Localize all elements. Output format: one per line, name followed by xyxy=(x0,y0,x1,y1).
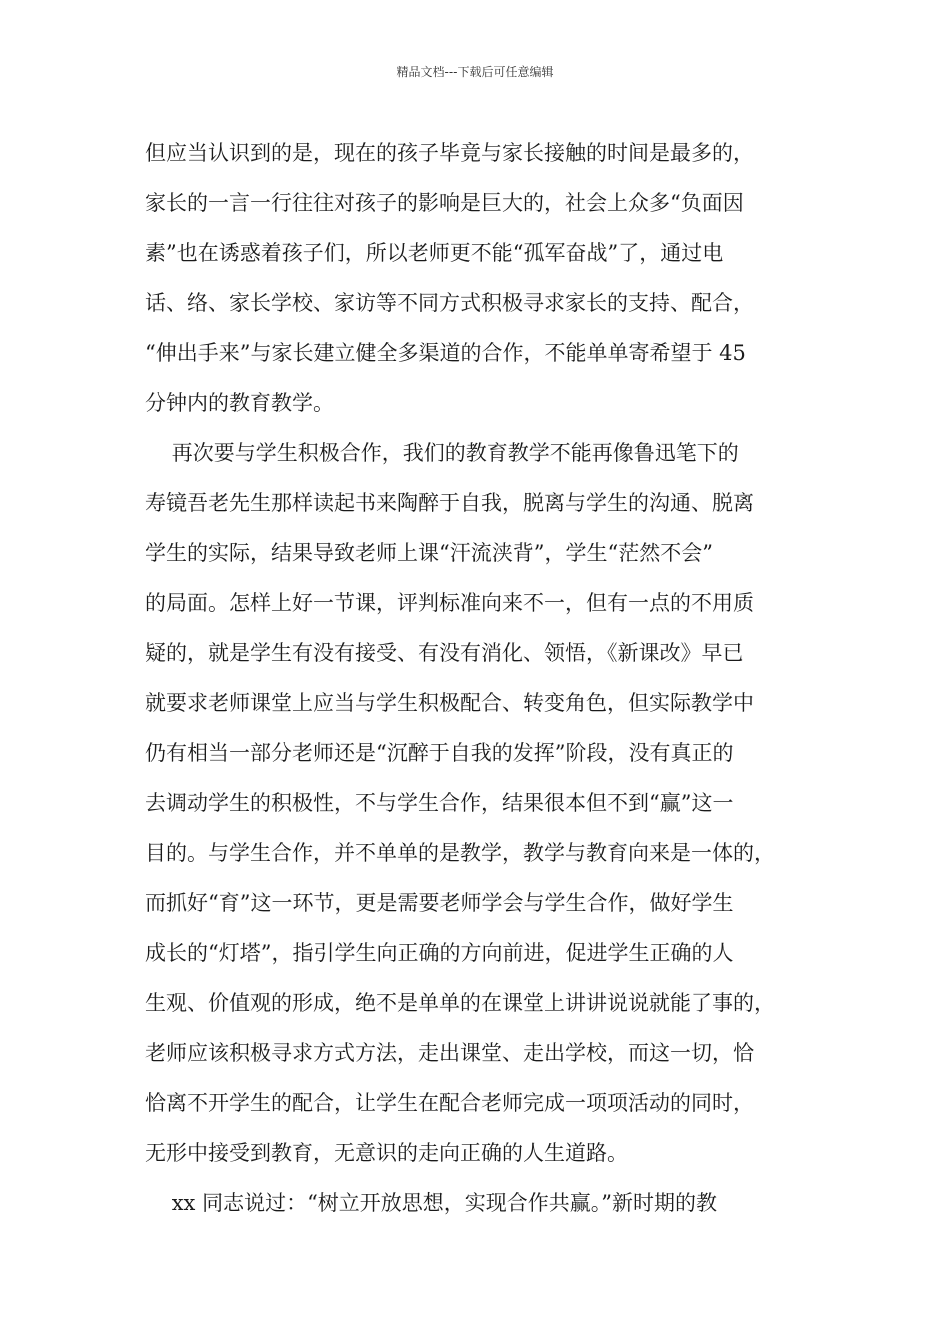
text-line: 生观、价值观的形成，绝不是单单的在课堂上讲讲说说就能了事的， xyxy=(145,991,775,1015)
text-line: 疑的，就是学生有没有接受、有没有消化、领悟，《新课改》早已 xyxy=(145,641,744,665)
text-line: 学生的实际，结果导致老师上课“汗流浃背”，学生“茫然不会” xyxy=(145,541,713,565)
text-line: 话、络、家长学校、家访等不同方式积极寻求家长的支持、配合， xyxy=(145,291,754,315)
text-line: 家长的一言一行往往对孩子的影响是巨大的，社会上众多“负面因 xyxy=(145,191,744,215)
text-line: 成长的“灯塔”，指引学生向正确的方向前进，促进学生正确的人 xyxy=(145,941,734,965)
text-line: 恰离不开学生的配合，让学生在配合老师完成一项项活动的同时， xyxy=(145,1091,754,1115)
text-line: 而抓好“育”这一环节，更是需要老师学会与学生合作，做好学生 xyxy=(145,891,734,915)
text-line: 就要求老师课堂上应当与学生积极配合、转变角色，但实际教学中 xyxy=(145,691,754,715)
text-line: xx 同志说过：“树立开放思想，实现合作共赢。”新时期的教 xyxy=(145,1191,718,1215)
text-line: 目的。与学生合作，并不单单的是教学，教学与教育向来是一体的， xyxy=(145,841,775,865)
text-line: 分钟内的教育教学。 xyxy=(145,391,334,415)
text-line: 素”也在诱惑着孩子们，所以老师更不能“孤军奋战”了，通过电 xyxy=(145,241,724,265)
text-line: 但应当认识到的是，现在的孩子毕竟与家长接触的时间是最多的， xyxy=(145,141,754,165)
text-line: 去调动学生的积极性，不与学生合作，结果很本但不到“赢”这一 xyxy=(145,791,734,815)
text-line: 寿镜吾老先生那样读起书来陶醉于自我，脱离与学生的沟通、脱离 xyxy=(145,491,754,515)
text-line: 再次要与学生积极合作，我们的教育教学不能再像鲁迅笔下的 xyxy=(145,441,739,465)
body-text xyxy=(145,128,815,1228)
text-line: 无形中接受到教育，无意识的走向正确的人生道路。 xyxy=(145,1141,628,1165)
page-header: 精品文档---下载后可任意编辑 xyxy=(396,65,554,79)
text-line: “伸出手来”与家长建立健全多渠道的合作，不能单单寄希望于 45 xyxy=(145,341,746,365)
text-line: 的局面。怎样上好一节课，评判标准向来不一，但有一点的不用质 xyxy=(145,591,754,615)
text-line: 仍有相当一部分老师还是“沉醉于自我的发挥”阶段，没有真正的 xyxy=(145,741,734,765)
text-line: 老师应该积极寻求方式方法，走出课堂、走出学校，而这一切，恰 xyxy=(145,1041,754,1065)
